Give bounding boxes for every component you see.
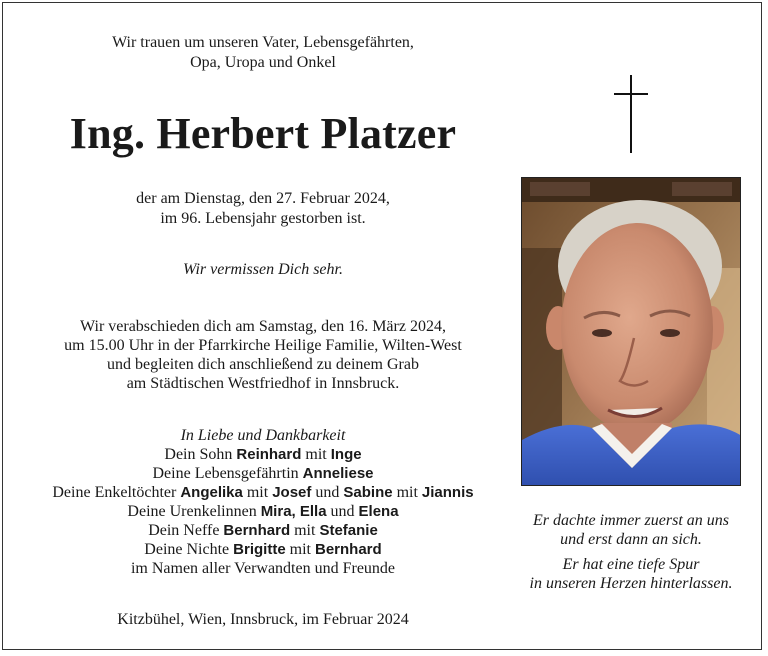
family-line-all: im Namen aller Verwandten und Freunde (130, 560, 396, 577)
cross-icon (611, 75, 651, 155)
family-line-partner: Deine Lebensgefährtin Anneliese (152, 465, 374, 482)
funeral-details: Wir verabschieden dich am Samstag, den 16. März 2024, um 15.00 Uhr in der Pfarrkirche Heilige Familie, Wilten-West und begleiten dich anschließend zu deinem Grab am Städtischen Westfriedhof in Innsbruck. (64, 318, 462, 392)
family-line-niece: Deine Nichte Brigitte mit Bernhard (144, 541, 382, 558)
death-notice: der am Dienstag, den 27. Februar 2024, im 96. Lebensjahr gestorben ist. (136, 190, 390, 227)
place-date: Kitzbühel, Wien, Innsbruck, im Februar 2024 (117, 611, 409, 628)
obituary-card (2, 2, 762, 650)
family-list (3, 445, 523, 578)
family-line-son: Dein Sohn Reinhard mit Inge (164, 446, 362, 463)
family-line-granddaughters: Deine Enkeltöchter Angelika mit Josef und Sabine mit Jiannis (52, 484, 474, 501)
family-line-nephew: Dein Neffe Bernhard mit Stefanie (148, 522, 378, 539)
family-line-great-granddaughters: Deine Urenkelinnen Mira, Ella und Elena (127, 503, 399, 520)
memorial-quote: Er dachte immer zuerst an uns und erst dann an sich. Er hat eine tiefe Spur in unseren Herzen hinterlassen. (529, 512, 733, 592)
deceased-name: Ing. Herbert Platzer (69, 109, 457, 158)
intro-text: Wir trauen um unseren Vater, Lebensgefährten, Opa, Uropa und Onkel (112, 34, 414, 71)
miss-you-text: Wir vermissen Dich sehr. (183, 261, 343, 278)
dedication-heading: In Liebe und Dankbarkeit (180, 427, 346, 444)
portrait-photo (521, 177, 741, 486)
